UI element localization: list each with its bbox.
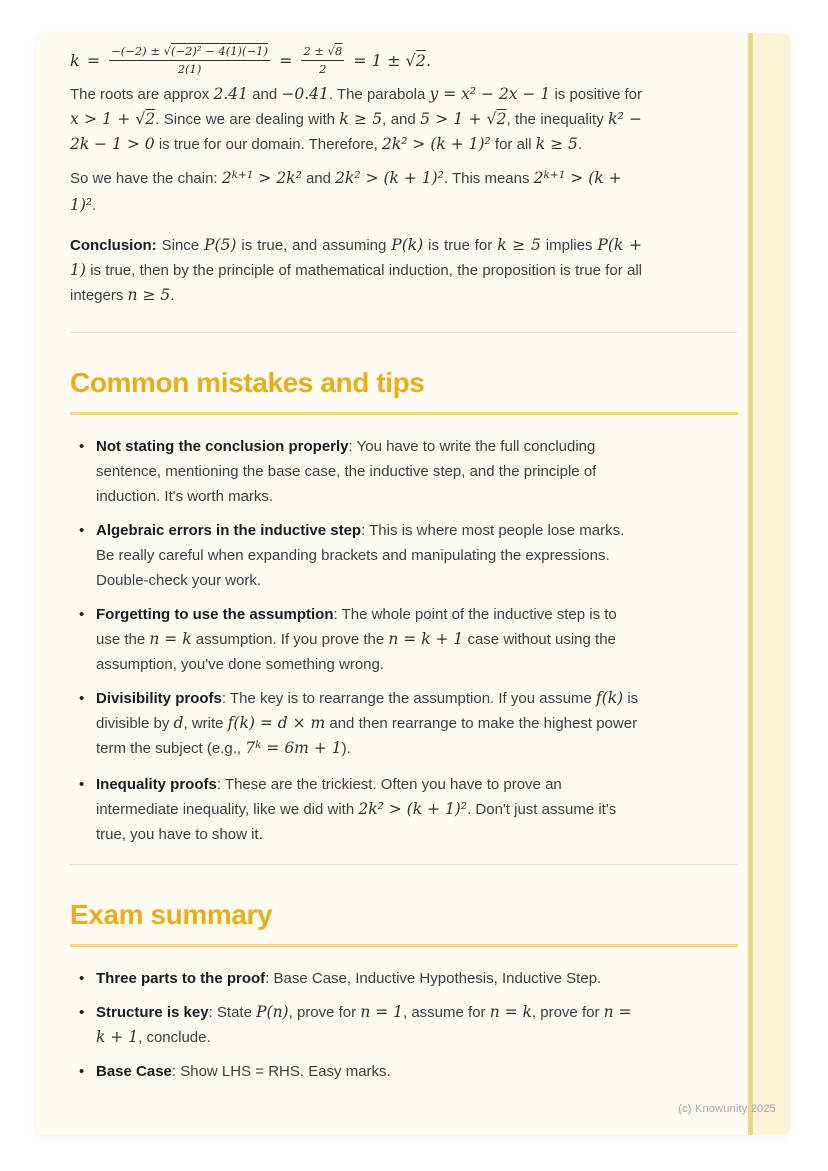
math-text: 2: [496, 110, 507, 128]
bold-text: Base Case: [96, 1063, 172, 1080]
bold-text: Forgetting to use the assumption: [96, 606, 334, 623]
tips-list: [70, 434, 642, 847]
accent-margin-strip: [753, 33, 790, 1135]
section-divider: [70, 864, 738, 865]
body-text: .: [170, 287, 175, 304]
math-text: k: [255, 738, 262, 751]
formula-fraction-1: [109, 44, 270, 77]
formula-numerator-prefix: 2 ± √: [303, 43, 335, 58]
formula-radicand: 8: [334, 43, 343, 58]
body-text: . Since we are dealing with: [155, 111, 340, 128]
math-text: n = 1: [360, 1003, 403, 1021]
bold-text: Structure is key: [96, 1004, 209, 1021]
body-text: : Show LHS = RHS. Easy marks.: [171, 1063, 391, 1080]
body-text: and: [301, 170, 336, 187]
formula-numerator-prefix: −(−2) ± √: [111, 43, 171, 58]
body-text: , prove for: [531, 1004, 604, 1021]
list-item: [96, 1000, 642, 1050]
math-text: f(k): [595, 689, 624, 707]
summary-list: [70, 966, 642, 1084]
body-text: is true, then by the principle of mathematical induction, the proposition is true for all integers: [70, 262, 642, 304]
body-text: Since: [156, 237, 205, 254]
math-text: f(k) = d × m: [227, 714, 326, 732]
body-text: , conclude.: [138, 1029, 211, 1046]
body-text: . This means: [443, 170, 534, 187]
bold-text: Not stating the conclusion properly: [96, 438, 349, 455]
body-text: , the inequality: [506, 111, 609, 128]
bold-text: Divisibility proofs: [96, 690, 222, 707]
body-text: is divisible by: [96, 690, 639, 732]
body-text: , assume for: [403, 1004, 490, 1021]
math-text: n ≥ 5: [127, 286, 171, 304]
formula-equals: =: [278, 50, 293, 70]
math-text: P(k): [391, 236, 424, 254]
math-text: x > 1 + √: [70, 110, 146, 128]
body-text: implies: [540, 237, 598, 254]
body-text: : The key is to rearrange the assumption. If you assume: [221, 690, 596, 707]
math-text: n = k + 1: [388, 630, 464, 648]
body-text: case without using the assumption, you've done something wrong.: [96, 631, 616, 673]
body-text: The roots are approx: [70, 86, 214, 103]
body-text: : State: [208, 1004, 257, 1021]
math-text: 2k² > (k + 1)²: [382, 135, 491, 153]
body-text: is true, and assuming: [236, 237, 392, 254]
formula-lhs: k: [70, 50, 80, 70]
math-text: 7: [245, 739, 256, 757]
accent-bar: [748, 33, 753, 1135]
bold-text: Conclusion:: [70, 237, 157, 254]
body-text: So we have the chain:: [70, 170, 222, 187]
math-text: = 6m + 1: [261, 739, 342, 757]
math-text: 2k² > (k + 1)²: [335, 169, 444, 187]
math-text: k ≥ 5: [339, 110, 383, 128]
body-text: . Don't just assume it's true, you have to show it.: [96, 801, 617, 843]
math-text: n = k: [149, 630, 192, 648]
bold-text: Algebraic errors in the inductive step: [96, 522, 362, 539]
body-text: assumption. If you prove the: [191, 631, 389, 648]
bold-text: Three parts to the proof: [96, 970, 266, 987]
math-text: k+1: [231, 168, 254, 181]
body-text: : This is where most people lose marks. Be really careful when expanding brackets and manipulating the expressions. Double-check your work.: [96, 522, 625, 589]
math-text: 2: [533, 169, 544, 187]
formula-denominator: 2(1): [177, 61, 202, 76]
equation-quadratic-roots: [70, 42, 738, 78]
formula-result: = 1 ± √2.: [353, 50, 432, 70]
list-item: [96, 602, 642, 677]
section-heading-exam-summary: Exam summary: [70, 898, 738, 947]
math-text: P(5): [204, 236, 237, 254]
document-content: [70, 33, 738, 1093]
list-item: [96, 434, 642, 509]
list-item: [96, 518, 642, 593]
list-item: [96, 772, 642, 847]
math-text: 2.41: [213, 85, 248, 103]
formula-fraction-2: [301, 44, 344, 77]
math-text: k ≥ 5: [535, 135, 578, 153]
document-page: [36, 33, 790, 1135]
body-text: . The parabola: [328, 86, 430, 103]
formula-equals: =: [86, 50, 101, 70]
math-text: n = k: [489, 1003, 532, 1021]
body-text: , and: [382, 111, 421, 128]
body-text: .: [92, 197, 97, 214]
body-text: , write: [183, 715, 228, 732]
copyright-notice: (c) Knowunity 2025: [678, 1103, 776, 1115]
formula-radicand: (−2)² − 4(1)(−1): [170, 43, 268, 58]
body-text: : The whole point of the inductive step is to use the: [96, 606, 617, 648]
math-text: 2: [221, 169, 232, 187]
body-text: is positive for: [550, 86, 642, 103]
math-text: n = k + 1: [96, 1003, 632, 1046]
math-text: P(k + 1): [70, 236, 642, 279]
math-text: > 2k²: [253, 169, 302, 187]
body-text: .: [577, 136, 583, 153]
body-text: for all: [490, 136, 536, 153]
math-text: > (k + 1)²: [70, 169, 622, 214]
math-text: k² − 2k − 1 > 0: [70, 110, 642, 153]
list-item: [96, 966, 642, 991]
body-text: ).: [341, 740, 351, 757]
body-text: and then rearrange to make the highest power term the subject (e.g.,: [96, 715, 638, 757]
body-text: , prove for: [288, 1004, 361, 1021]
list-item: [96, 1059, 642, 1084]
math-text: 5 > 1 + √: [420, 110, 497, 128]
section-divider: [70, 332, 738, 333]
bold-text: Inequality proofs: [96, 776, 217, 793]
body-text: is true for our domain. Therefore,: [154, 136, 383, 153]
math-text: d: [173, 714, 184, 732]
body-text: : Base Case, Inductive Hypothesis, Inductive Step.: [265, 970, 602, 987]
math-text: k ≥ 5: [497, 236, 541, 254]
roots-paragraph: [70, 82, 642, 157]
body-text: and: [247, 86, 282, 103]
body-text: : You have to write the full concluding sentence, mentioning the base case, the inductive step, and the principle of induction. It's worth marks.: [96, 438, 597, 505]
math-text: P(n): [256, 1003, 289, 1021]
math-text: 2k² > (k + 1)²: [358, 800, 468, 818]
math-text: y = x² − 2x − 1: [429, 85, 551, 103]
section-heading-common-mistakes: Common mistakes and tips: [70, 366, 738, 415]
chain-paragraph: [70, 166, 642, 218]
body-text: is true for: [423, 237, 498, 254]
formula-denominator: 2: [319, 61, 327, 76]
list-item: [96, 686, 642, 763]
math-text: 2: [145, 110, 156, 128]
conclusion-paragraph: [70, 233, 642, 308]
math-text: −0.41: [281, 85, 329, 103]
math-text: k+1: [543, 168, 566, 181]
formula-radicand: 2: [415, 50, 426, 70]
body-text: : These are the trickiest. Often you have to prove an intermediate inequality, like we did with: [96, 776, 562, 818]
